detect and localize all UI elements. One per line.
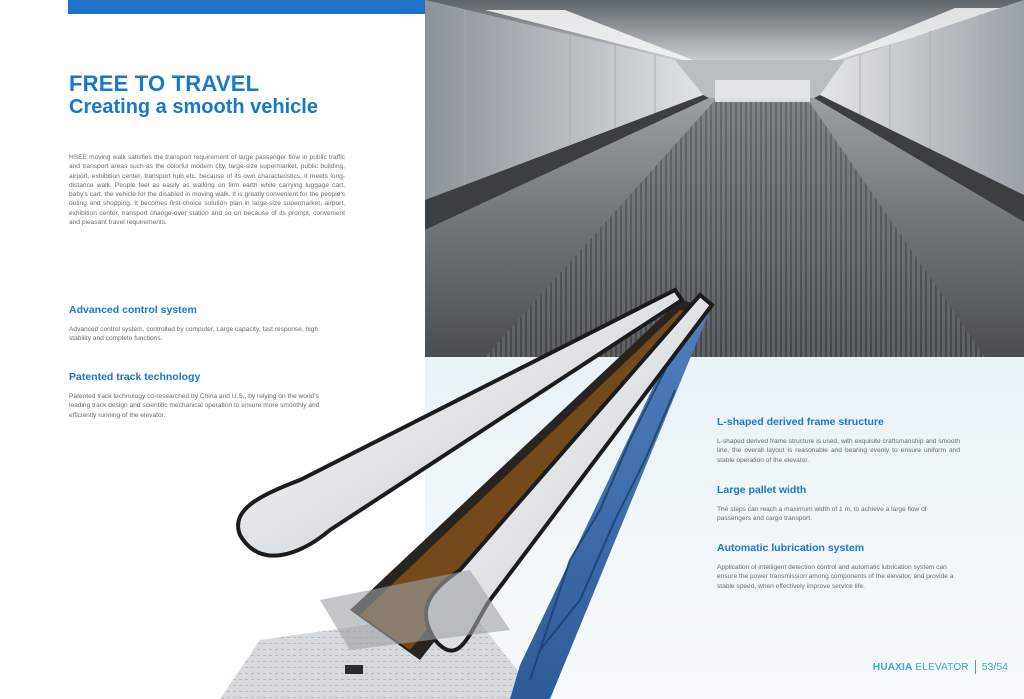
footer-divider: [975, 660, 976, 674]
intro-paragraph: HSEE moving walk satisfies the transport requirement of large passenger flow in public traffic and transport areas such as the colorful modern city, large-size supermarket, public building, airport, exhibition center, transport hub etc. because of its own characteristics, it meets long-distance walk. People feel as easily as walking on firm earth while carrying luggage cart, baby's cart, the vehicle for the disabled in moving walk. It is greatly convenient for the people's outing and shopping. It becomes first-choice solution plan in large-size supermarket, airport, exhibition center, transport change-over station and so on because of its prompt, convenient and pleasant travel requirements.: [69, 154, 345, 227]
page-title: FREE TO TRAVEL: [69, 71, 260, 96]
section-title-control: Advanced control system: [69, 304, 197, 316]
section-text-lubrication: Application of intelligent detection control and automatic lubrication system can ensure the power transmission among components of the elevator, and provide a stable speed, when effectively improve service life.: [717, 564, 954, 590]
section-text-track: Patented track technology co-researched by China and U.S., by relying on the world's leading track design and scientific mechanical operation to ensure more smoothly and efficiently running of the elevator.: [69, 393, 320, 419]
section-text-pallet: The steps can reach a maximum width of 1 m, to achieve a large flow of passengers and cargo transport.: [717, 506, 927, 523]
section-title-lubrication: Automatic lubrication system: [717, 542, 865, 554]
moving-walkway-illustration: [220, 270, 740, 699]
brand-name-rest: ELEVATOR: [912, 661, 969, 673]
page-footer: [873, 659, 1008, 675]
page-number: 53/54: [981, 661, 1008, 673]
brand-name-bold: HUAXIA: [872, 661, 913, 673]
section-text-frame: L-shaped derived frame structure is used, with exquisite craftsmanship and smooth line, the overall layout is reasonable and bearing evenly to ensure uniform and stable operation of the elevator.: [717, 438, 960, 464]
section-title-frame: L-shaped derived frame structure: [717, 416, 884, 428]
section-title-track: Patented track technology: [69, 371, 201, 383]
top-accent-bar: [68, 0, 452, 14]
page-subtitle: Creating a smooth vehicle: [69, 96, 318, 118]
section-text-control: Advanced control system, controlled by computer, Large capacity, fast response, high stability and complete functions.: [69, 326, 319, 343]
footer-brand: [873, 662, 969, 673]
section-title-pallet: Large pallet width: [717, 484, 807, 496]
